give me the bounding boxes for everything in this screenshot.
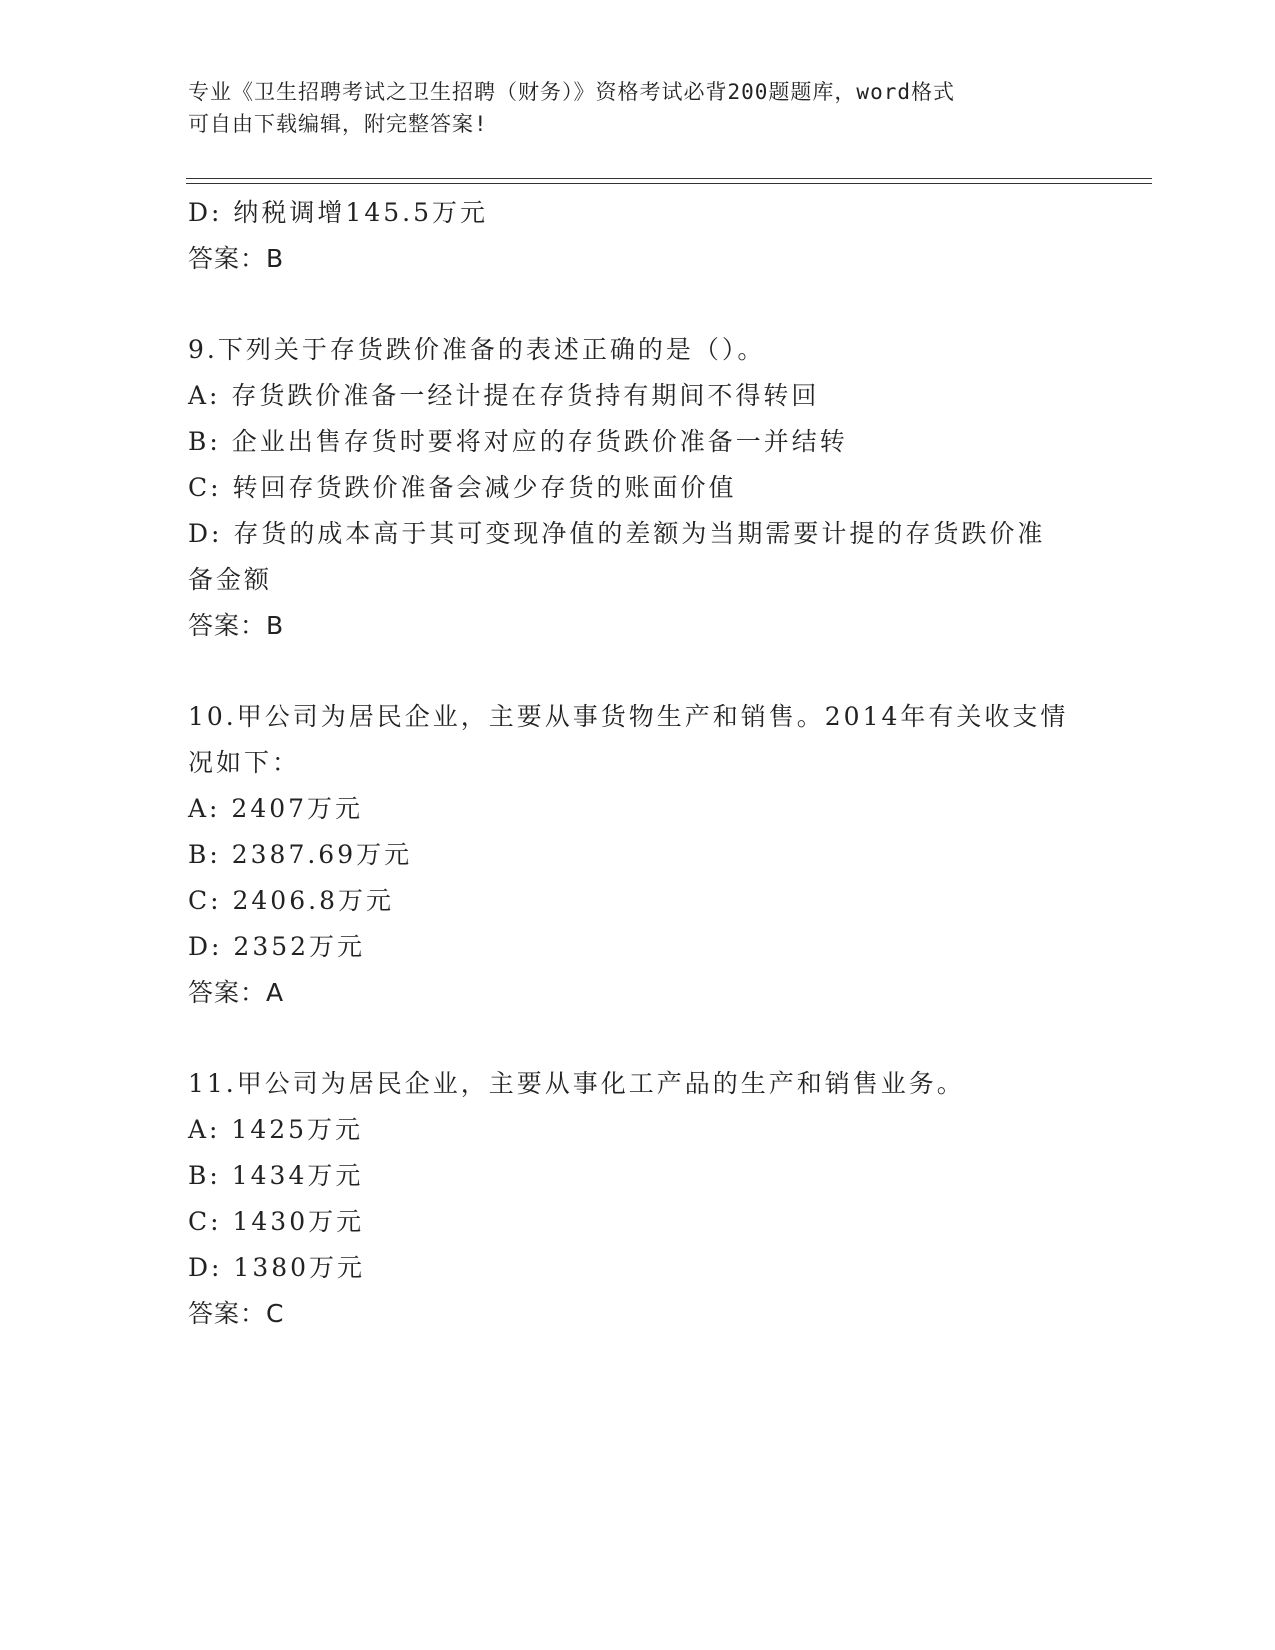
header-line-1: 专业《卫生招聘考试之卫生招聘（财务）》资格考试必背200题题库，word格式 xyxy=(188,80,955,104)
option-d: D: 存货的成本高于其可变现净值的差额为当期需要计提的存货跌价准 xyxy=(188,519,1046,548)
option-c: C: 转回存货跌价准备会减少存货的账面价值 xyxy=(188,473,737,502)
question-11 xyxy=(188,1061,1088,1337)
spacer xyxy=(188,282,1088,327)
option-c: C: 2406.8万元 xyxy=(188,886,394,915)
question-10 xyxy=(188,694,1088,1016)
option-b: B: 1434万元 xyxy=(188,1161,364,1190)
option-a: A: 1425万元 xyxy=(188,1115,364,1144)
header-divider-top xyxy=(186,178,1152,179)
option-a: A: 存货跌价准备一经计提在存货持有期间不得转回 xyxy=(188,381,820,410)
question-stem: 9.下列关于存货跌价准备的表述正确的是（）。 xyxy=(188,335,766,364)
option-b: B: 2387.69万元 xyxy=(188,840,413,869)
option-a: A: 2407万元 xyxy=(188,794,364,823)
option-d: D: 纳税调增145.5万元 xyxy=(188,198,488,227)
option-d-continued: 备金额 xyxy=(188,565,273,594)
spacer xyxy=(188,1016,1088,1061)
answer: 答案：B xyxy=(188,611,285,640)
option-b: B: 企业出售存货时要将对应的存货跌价准备一并结转 xyxy=(188,427,848,456)
answer: 答案：B xyxy=(188,244,285,273)
header-line-2: 可自由下载编辑，附完整答案! xyxy=(188,112,488,136)
question-stem: 10.甲公司为居民企业，主要从事货物生产和销售。2014年有关收支情 xyxy=(188,702,1069,731)
question-9 xyxy=(188,327,1088,649)
question-stem-continued: 况如下： xyxy=(188,748,301,777)
document-body xyxy=(188,190,1088,1337)
answer: 答案：C xyxy=(188,1299,285,1328)
option-c: C: 1430万元 xyxy=(188,1207,365,1236)
question-8-tail xyxy=(188,190,1088,282)
option-d: D: 1380万元 xyxy=(188,1253,366,1282)
spacer xyxy=(188,649,1088,694)
answer: 答案：A xyxy=(188,978,285,1007)
header-divider-bottom xyxy=(186,183,1152,184)
page-header xyxy=(188,76,1088,140)
option-d: D: 2352万元 xyxy=(188,932,366,961)
question-stem: 11.甲公司为居民企业，主要从事化工产品的生产和销售业务。 xyxy=(188,1069,965,1098)
